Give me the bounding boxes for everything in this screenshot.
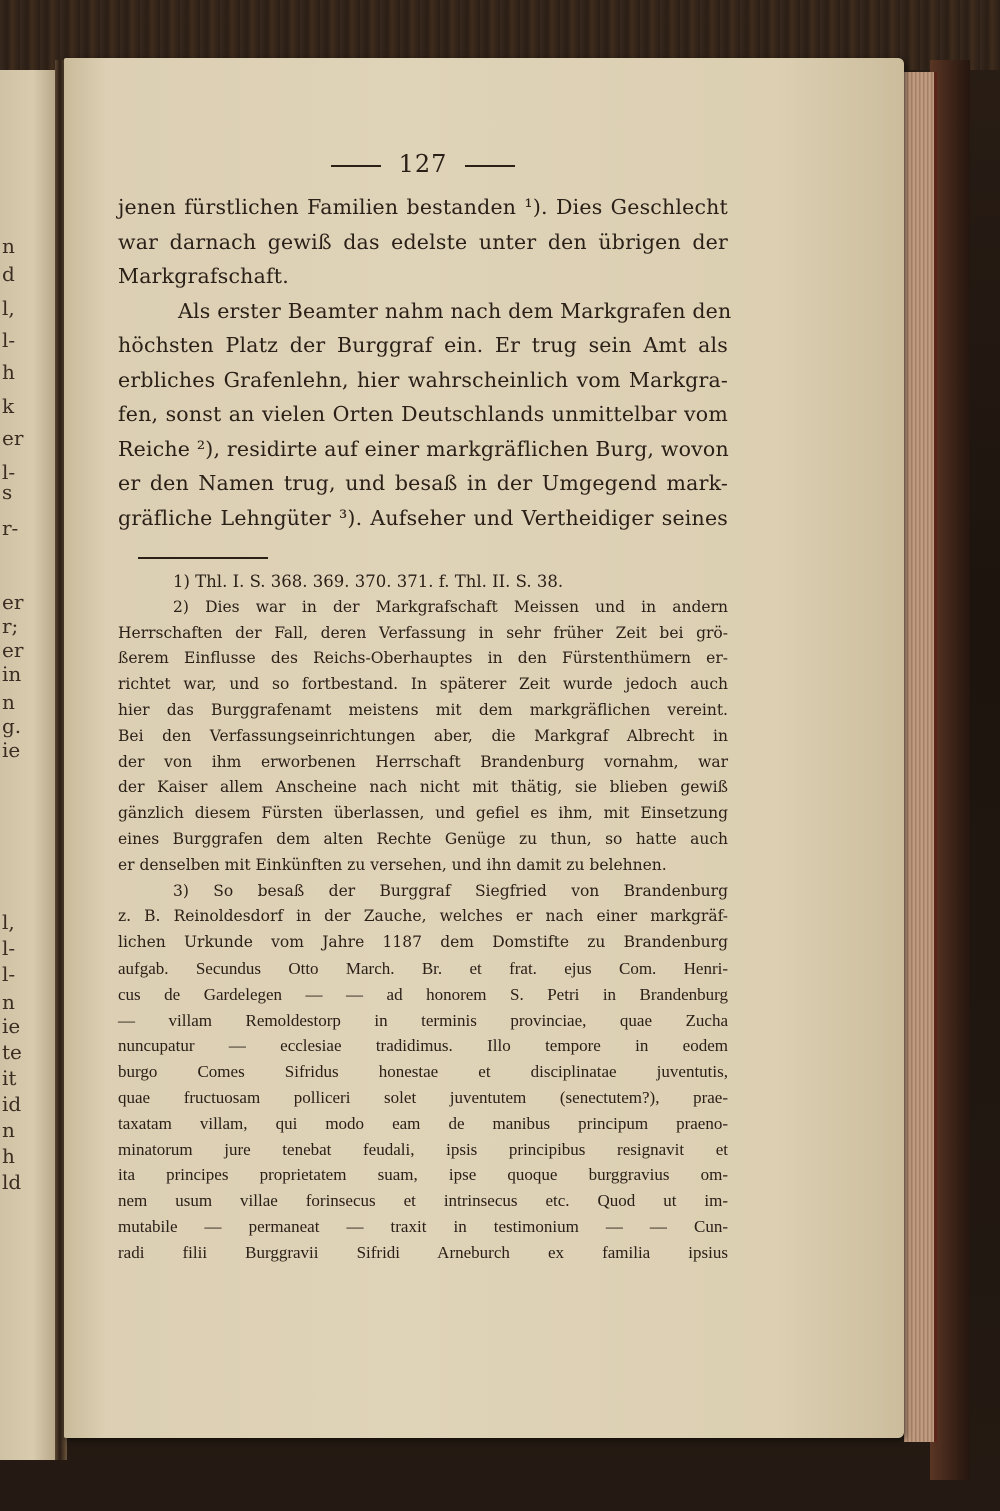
- left-fragment: k: [2, 394, 15, 418]
- footnote-line: hier das Burggrafenamt meistens mit dem markgräflichen vereint.: [118, 700, 728, 719]
- footnote-line: radi filii Burggravii Sifridi Arneburch ex familia ipsius: [118, 1242, 728, 1262]
- text-line: erbliches Grafenlehn, hier wahrscheinlich vom Markgra-: [118, 367, 728, 392]
- footnote-line: lichen Urkunde vom Jahre 1187 dem Domstifte zu Brandenburg: [118, 933, 728, 952]
- footnote-line: gänzlich diesem Fürsten überlassen, und gefiel es ihm, mit Einsetzung: [118, 804, 728, 823]
- left-fragment: l-: [2, 328, 16, 352]
- left-fragment: ie: [2, 738, 21, 762]
- left-fragment: g.: [2, 714, 22, 738]
- footnotes: [118, 569, 728, 1266]
- footnote-line: aufgab. Secundus Otto March. Br. et frat. ejus Com. Henri-: [118, 958, 728, 978]
- left-fragment: in: [2, 662, 22, 686]
- footnote-line: quae fructuosam polliceri solet juventutem (senectutem?), prae-: [118, 1087, 728, 1107]
- left-fragment: n: [2, 990, 15, 1014]
- left-fragment: n: [2, 690, 15, 714]
- text-line: war darnach gewiß das edelste unter den übrigen der: [118, 229, 728, 254]
- footnote-line: 3) So besaß der Burggraf Siegfried von Brandenburg: [173, 881, 728, 900]
- left-page: [0, 70, 55, 1460]
- left-fragment: id: [2, 1092, 22, 1116]
- left-fragment: r-: [2, 516, 19, 540]
- text-line: er den Namen trug, und besaß in der Umgegend mark-: [118, 471, 728, 495]
- footnote-line: eines Burggrafen dem alten Rechte Genüge zu thun, so hatte auch: [118, 829, 728, 848]
- left-fragment: ie: [2, 1014, 21, 1038]
- left-fragment: s: [2, 480, 13, 504]
- left-fragment: er: [2, 426, 24, 450]
- text-line: Als erster Beamter nahm nach dem Markgrafen den: [178, 298, 732, 323]
- footnote-line: ita principes proprietatem suam, ipse quoque burggravius om-: [118, 1165, 728, 1185]
- footnote-line: nuncupatur — ecclesiae tradidimus. Illo tempore in eodem: [118, 1036, 728, 1056]
- footnote-line: minatorum jure tenebat feudali, ipsis principibus resignavit et: [118, 1139, 728, 1159]
- footnote-line: nem usum villae forinsecus et intrinsecus etc. Quod ut im-: [118, 1191, 728, 1211]
- footnote-line: Bei den Verfassungseinrichtungen aber, die Markgraf Albrecht in: [118, 726, 728, 745]
- page-stack-edge: [904, 72, 937, 1442]
- footnote-line: 2) Dies war in der Markgrafschaft Meissen und in andern: [173, 597, 728, 616]
- left-fragment: r;: [2, 614, 19, 638]
- footnote-line: er denselben mit Einkünften zu versehen, und ihn damit zu belehnen.: [118, 855, 667, 874]
- left-fragment: l-: [2, 460, 16, 484]
- left-fragment: n: [2, 1118, 15, 1142]
- footnote-line: der Kaiser allem Anscheine nach nicht mit thätig, sie blieben gewiß: [118, 778, 728, 797]
- text-line: Reiche ²), residirte auf einer markgräflichen Burg, wovon: [118, 436, 729, 461]
- left-fragment: ld: [2, 1170, 22, 1194]
- footnote-line: cus de Gardelegen — — ad honorem S. Petri in Brandenburg: [118, 984, 728, 1004]
- text-line: Markgrafschaft.: [118, 264, 289, 288]
- text-line: jenen fürstlichen Familien bestanden ¹). Dies Geschlecht: [118, 195, 728, 219]
- left-fragment: h: [2, 1144, 15, 1168]
- text-line: fen, sonst an vielen Orten Deutschlands unmittelbar vom: [118, 402, 728, 426]
- text-line: höchsten Platz der Burggraf ein. Er trug sein Amt als: [118, 333, 728, 357]
- left-fragment: h: [2, 360, 15, 384]
- left-fragment: d: [2, 262, 15, 286]
- left-fragment: l,: [2, 910, 15, 934]
- left-fragment: er: [2, 590, 24, 614]
- page-number: 127: [118, 150, 728, 178]
- footnote-line: z. B. Reinoldesdorf in der Zauche, welches er nach einer markgräf-: [118, 907, 728, 926]
- footnote-line: der von ihm erworbenen Herrschaft Brandenburg vornahm, war: [118, 752, 728, 771]
- left-fragment: er: [2, 638, 24, 662]
- page-content: [118, 150, 732, 1266]
- footnote-line: mutabile — permaneat — traxit in testimonium — — Cun-: [118, 1216, 728, 1236]
- text-line: gräfliche Lehngüter ³). Aufseher und Vertheidiger seines: [118, 505, 728, 530]
- left-page-text-fragments: [0, 70, 40, 1460]
- footnote-line: ßerem Einflusse des Reichs-Oberhauptes in den Fürstenthümern er-: [118, 649, 728, 668]
- left-fragment: te: [2, 1040, 22, 1064]
- footnote-line: — villam Remoldestorp in terminis provinciae, quae Zucha: [118, 1010, 728, 1030]
- left-fragment: it: [2, 1066, 17, 1090]
- footnote-line: richtet war, und so fortbestand. In späterer Zeit wurde jedoch auch: [118, 675, 728, 694]
- footnote-line: burgo Comes Sifridus honestae et disciplinatae juventutis,: [118, 1062, 728, 1082]
- left-fragment: l-: [2, 936, 16, 960]
- footnote-line: taxatam villam, qui modo eam de manibus principum praeno-: [118, 1113, 728, 1133]
- left-fragment: n: [2, 234, 15, 258]
- footnote-line: Herrschaften der Fall, deren Verfassung in sehr früher Zeit bei grö-: [118, 623, 728, 642]
- left-fragment: l-: [2, 962, 16, 986]
- footnote-line: 1) Thl. I. S. 368. 369. 370. 371. f. Thl. II. S. 38.: [173, 572, 564, 591]
- main-text: [118, 190, 732, 535]
- left-fragment: l,: [2, 296, 15, 320]
- footnote-rule: [138, 557, 268, 559]
